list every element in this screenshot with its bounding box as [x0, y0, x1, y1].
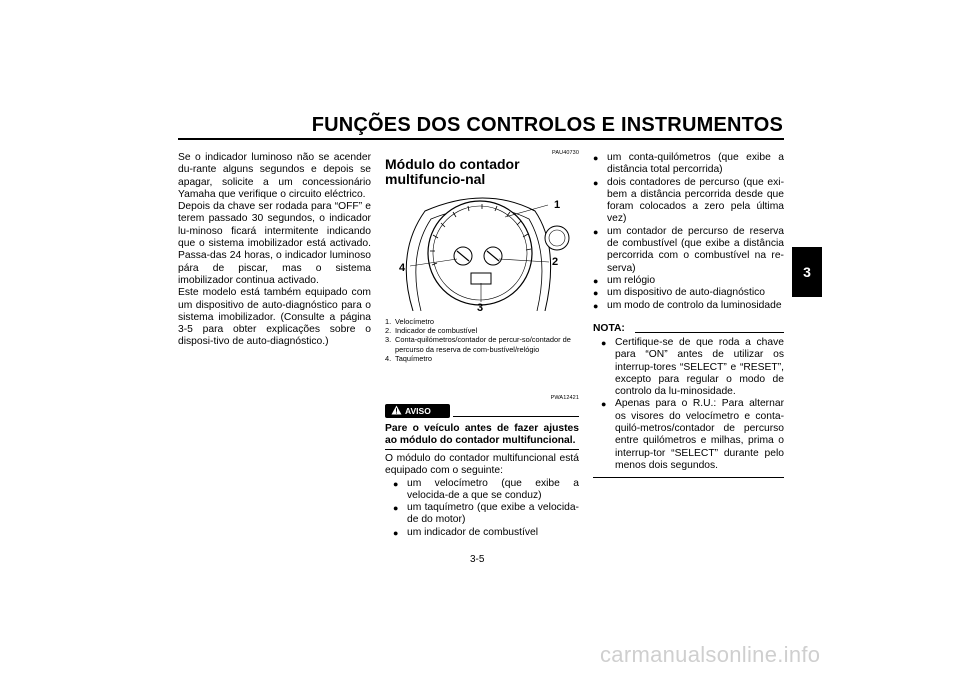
warning-badge	[385, 404, 450, 418]
meter-illustration	[385, 193, 579, 311]
column-2-body	[385, 453, 579, 539]
note-body	[593, 337, 784, 472]
caption-item: 4. Taquímetro	[385, 353, 432, 363]
paragraph: Se o indicador luminoso não se acender du-rante alguns segundos e depois se apagar, solicite a um concessionário Yamaha que verifique o circuito eléctrico.	[178, 152, 371, 200]
list-item: ● Certifique-se de que roda a chave para “ON” antes de utilizar os interrup-tores “SELECT” e “RESET”, excepto para regular o modo de controlo da lu-minosidade.	[601, 337, 784, 398]
list-item: ● um velocímetro (que exibe a velocida-de a que se conduz)	[393, 477, 579, 501]
paragraph: O módulo do contador multifuncional está equipado com o seguinte:	[385, 453, 579, 477]
figure-captions	[385, 317, 579, 363]
callout-1: 1	[554, 199, 561, 211]
warning-code: PWA12421	[550, 395, 579, 401]
feature-list	[593, 152, 784, 312]
bullet-icon: ●	[593, 226, 599, 237]
list-item: ● um modo de controlo da luminosidade	[593, 299, 782, 311]
callout-2: 2	[552, 256, 559, 268]
caption-item: 3. Conta-quilómetros/contador de percur-so/contador de percurso da reserva de com-bustível/relógio	[385, 335, 571, 354]
bullet-icon: ●	[593, 300, 599, 311]
bullet-icon: ●	[593, 177, 599, 188]
warning-header	[385, 404, 579, 418]
warning-end-rule	[385, 449, 579, 450]
chapter-tab: 3	[792, 247, 822, 297]
warning-text: Pare o veículo antes de fazer ajustes ao módulo do contador multifuncional.	[385, 423, 579, 447]
paragraph: Depois da chave ser rodada para “OFF” e terem passado 30 segundos, o indicador lu-minoso ficará intermitente indicando que o sistema imobilizador está activado. Passa-das 24 horas, o indicador luminoso pára de piscar, mas o sistema imobilizador continua activado.	[178, 201, 371, 286]
note-end-rule	[593, 477, 784, 478]
callout-4: 4	[399, 262, 406, 274]
callout-3: 3	[477, 302, 484, 311]
list-item: ● um conta-quilómetros (que exibe a distância total percorrida)	[593, 152, 784, 176]
bullet-icon: ●	[393, 478, 399, 489]
note-rule	[635, 332, 784, 333]
note-list	[593, 337, 784, 472]
caption-item: 1. Velocímetro	[385, 317, 435, 326]
bullet-icon: ●	[601, 399, 607, 410]
list-item: ● um indicador de combustível	[393, 526, 539, 538]
bullet-icon: ●	[593, 288, 599, 299]
list-item: ● Apenas para o R.U.: Para alternar os visores do velocímetro e conta-quiló-metros/contador de percurso entre quilómetros e milhas, prima o interrup-tor “SELECT” durante pelo menos dois segundos.	[601, 398, 784, 471]
list-item: ● dois contadores de percurso (que exi-bem a distância percorrida desde que foram colocados a zero pela última vez)	[593, 176, 784, 225]
list-item: ● um contador de percurso de reserva de combustível (que exibe a distância percorrida com o combustível na re-serva)	[593, 225, 784, 274]
header-rule	[178, 138, 784, 140]
paragraph: Este modelo está também equipado com um dispositivo de auto-diagnóstico para o sistema imobilizador. (Consulte a página 3-5 para obter explicações sobre o disposi-tivo de auto-diagnóstico.)	[178, 287, 371, 348]
page-title: FUNÇÕES DOS CONTROLOS E INSTRUMENTOS	[311, 114, 783, 136]
list-item: ● um dispositivo de auto-diagnóstico	[593, 287, 765, 299]
list-item: ● um taquímetro (que exibe a velocida-de do motor)	[393, 502, 579, 526]
caption-item: 2. Indicador de combustível	[385, 326, 478, 336]
feature-list	[385, 478, 579, 539]
section-title: Módulo do contador multifuncio-nal	[385, 156, 520, 187]
column-1	[178, 152, 371, 349]
bullet-icon: ●	[393, 527, 399, 538]
note-header	[593, 323, 784, 335]
bullet-icon: ●	[601, 338, 607, 348]
warning-label: AVISO	[405, 406, 431, 416]
bullet-icon: ●	[593, 275, 599, 286]
list-item: ● um relógio	[593, 274, 656, 286]
note-label: NOTA:	[593, 323, 625, 334]
warning-rule	[453, 416, 579, 417]
warning-triangle-icon	[391, 405, 402, 417]
meter-figure	[385, 193, 579, 311]
bullet-icon: ●	[593, 153, 599, 163]
watermark: carmanualsonline.info	[600, 642, 821, 667]
section-code: PAU40730	[552, 150, 579, 156]
column-3	[593, 152, 784, 312]
bullet-icon: ●	[393, 503, 399, 514]
page-number: 3-5	[470, 554, 485, 565]
